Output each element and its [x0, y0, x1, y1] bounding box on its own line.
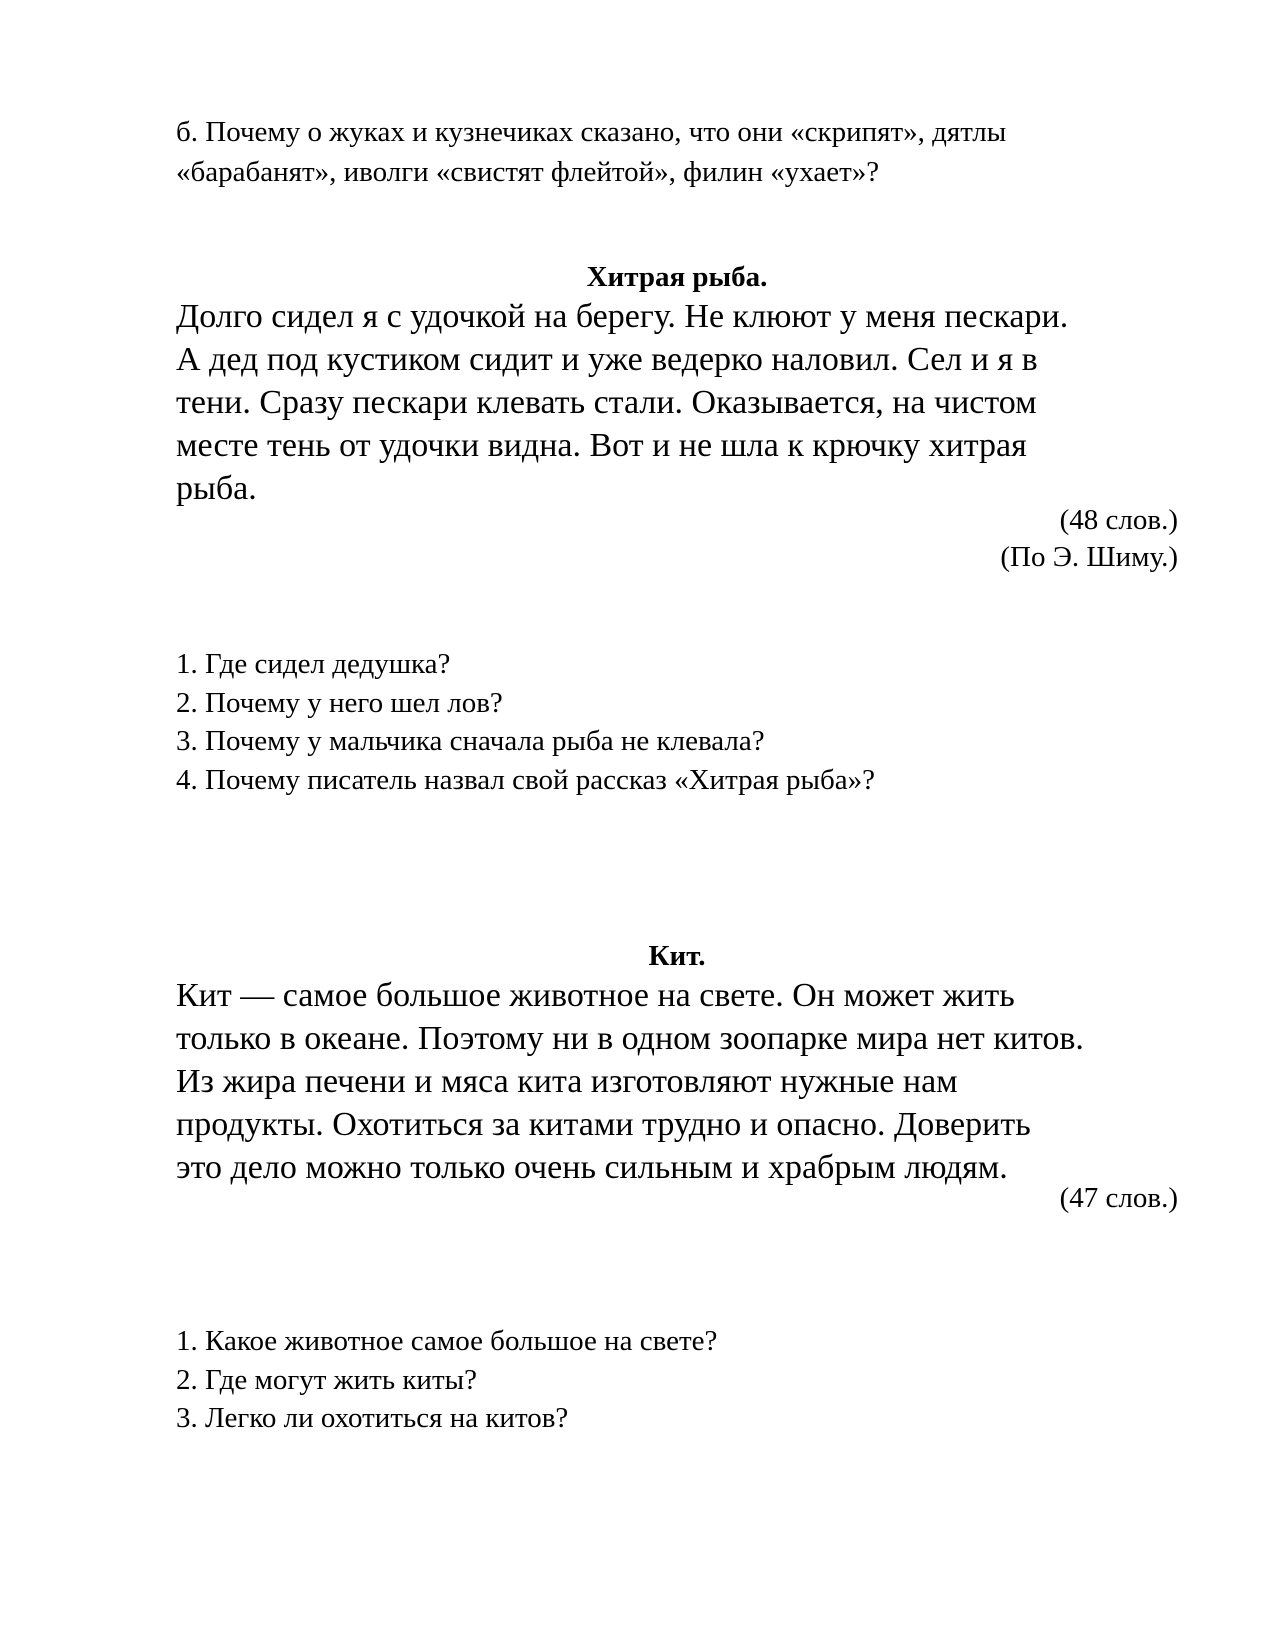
story2-line: это дело можно только очень сильным и храбрым людям.	[176, 1149, 1008, 1186]
story1-question: 2. Почему у него шел лов?	[176, 686, 503, 719]
intro-question	[176, 112, 1178, 192]
story1-questions	[176, 645, 1178, 799]
story2-line: продукты. Охотиться за китами трудно и опасно. Доверить	[176, 1106, 1031, 1143]
story2-title: Кит.	[648, 940, 706, 972]
story2-question: 3. Легко ли охотиться на китов?	[176, 1402, 569, 1434]
story2-question: 1. Какое животное самое большое на свете?	[176, 1325, 718, 1357]
story2-word-count: (47 слов.)	[1059, 1182, 1178, 1214]
story1-question: 1. Где сидел дедушка?	[176, 648, 451, 680]
story1-line: А дед под кустиком сидит и уже ведерко наловил. Сел и я в	[176, 341, 1038, 378]
story1-source: (По Э. Шиму.)	[1000, 541, 1178, 573]
story2-questions	[176, 1322, 1178, 1438]
story1-word-count: (48 слов.)	[1059, 504, 1178, 536]
story2-line: только в океане. Поэтому ни в одном зоопарке мира нет китов.	[176, 1020, 1084, 1057]
story1-line: тени. Сразу пескари клевать стали. Оказывается, на чистом	[176, 384, 1037, 421]
story2-line: Кит — самое большое животное на свете. Он может жить	[176, 977, 1015, 1014]
story1-line: Долго сидел я с удочкой на берегу. Не клюют у меня пескари.	[176, 298, 1069, 335]
intro-question-line: «барабанят», иволги «свистят флейтой», филин «ухает»?	[176, 156, 880, 188]
story1-question: 3. Почему у мальчика сначала рыба не клевала?	[176, 725, 765, 757]
story2-question: 2. Где могут жить киты?	[176, 1363, 477, 1396]
story1-line: рыба.	[176, 470, 257, 507]
story1-title: Хитрая рыба.	[586, 261, 768, 293]
story1-line: месте тень от удочки видна. Вот и не шла к крючку хитрая	[176, 427, 1027, 464]
intro-question-line: б. Почему о жуках и кузнечиках сказано, что они «скрипят», дятлы	[176, 116, 1007, 148]
story2-line: Из жира печени и мяса кита изготовляют нужные нам	[176, 1063, 958, 1100]
story1-question: 4. Почему писатель назвал свой рассказ «Хитрая рыба»?	[176, 763, 876, 796]
story1-text	[176, 295, 1178, 510]
story2-text	[176, 974, 1178, 1189]
